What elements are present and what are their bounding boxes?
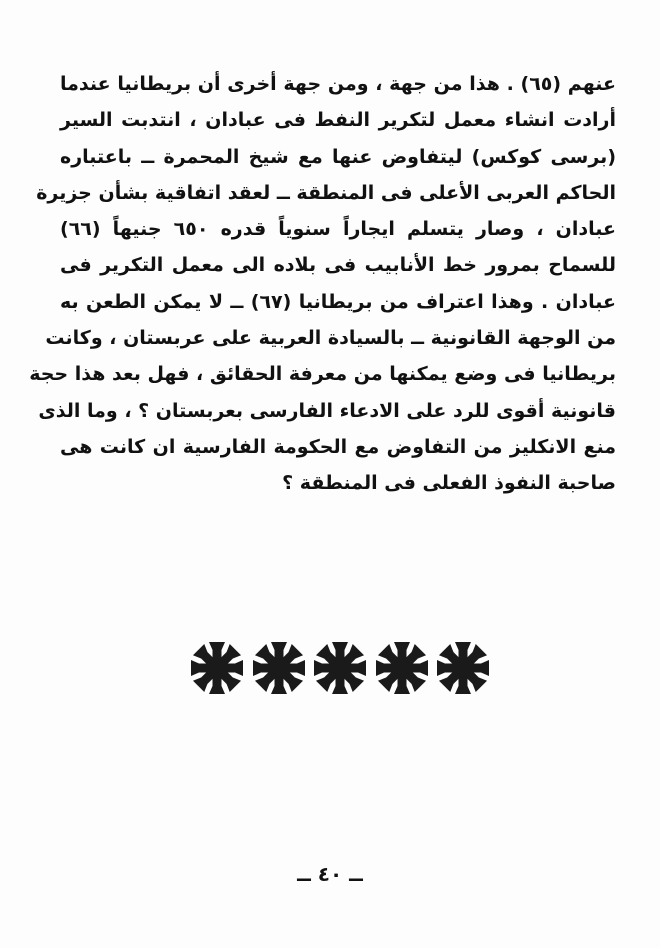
asterisk-ornament-icon <box>252 641 306 695</box>
text-line: للسماح بمرور خط الأنابيب فى بلاده الى معمل التكرير فى <box>60 254 616 277</box>
page-number: ــ ٤٠ ــ <box>297 862 363 886</box>
text-line: أرادت انشاء معمل لتكرير النفط فى عبادان ، انتدبت السير <box>60 109 616 132</box>
body-paragraph <box>29 66 617 502</box>
asterisk-ornament-icon <box>375 641 429 695</box>
section-divider-stars <box>190 640 490 696</box>
text-line: عنهم (٦٥) . هذا من جهة ، ومن جهة أخرى أن بريطانيا عندما <box>60 73 616 95</box>
text-line: عبادان ، وصار يتسلم ايجاراً سنوياً قدره ٦٥٠ جنيهاً (٦٦) <box>60 218 617 241</box>
text-line: صاحبة النفوذ الفعلى فى المنطقة ؟ <box>282 472 616 495</box>
text-line: بريطانيا فى وضع يمكنها من معرفة الحقائق ، فهل بعد هذا حجة <box>29 363 616 386</box>
text-line: من الوجهة القانونية ــ بالسيادة العربية على عربستان ، وكانت <box>45 327 616 350</box>
asterisk-ornament-icon <box>436 641 490 695</box>
text-line: الحاكم العربى الأعلى فى المنطقة ــ لعقد اتفاقية بشأن جزيرة <box>36 181 616 204</box>
asterisk-ornament-icon <box>313 641 367 695</box>
text-line: عبادان . وهذا اعتراف من بريطانيا (٦٧) ــ لا يمكن الطعن به <box>60 290 616 313</box>
text-line: منع الانكليز من التفاوض مع الحكومة الفارسية ان كانت هى <box>60 435 616 458</box>
asterisk-ornament-icon <box>190 641 244 695</box>
text-line: (برسى كوكس) ليتفاوض عنها مع شيخ المحمرة ــ باعتباره <box>60 145 616 168</box>
text-line: قانونية أقوى للرد على الادعاء الفارسى بعربستان ؟ ، وما الذى <box>38 399 616 422</box>
